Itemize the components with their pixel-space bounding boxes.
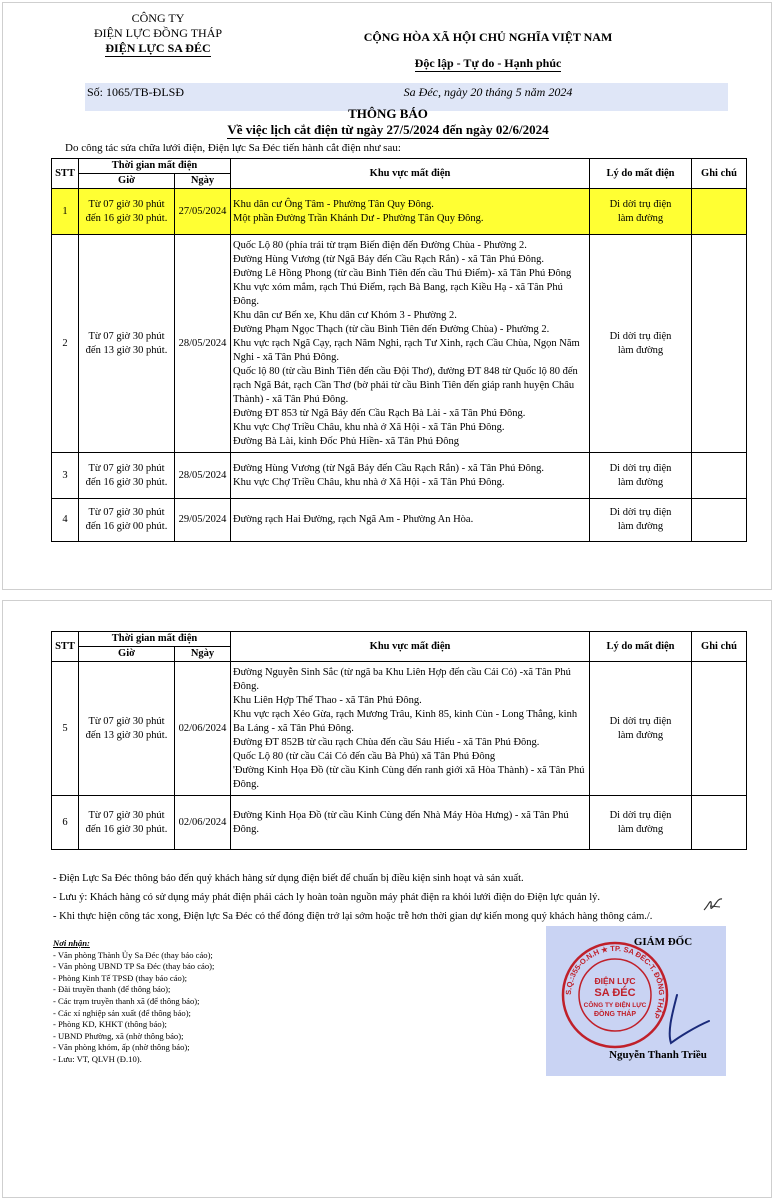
signer-role: GIÁM ĐỐC [633, 936, 693, 948]
motto: Độc lập - Tự do - Hạnh phúc [414, 56, 562, 70]
signer-name: Nguyễn Thanh Triều [609, 1049, 707, 1061]
note-line: - Lưu ý: Khách hàng có sử dụng máy phát điện phải cách ly hoàn toàn nguồn máy phát điện ra khỏi lưới điện do Điện lực quản lý. [53, 892, 601, 903]
page-two [2, 600, 772, 1198]
col-stt: STT [52, 159, 79, 189]
recipient-item: - Lưu: VT, QLVH (Đ.10). [53, 1053, 142, 1064]
recipient-item: - Văn phòng khóm, ấp (nhờ thông báo); [53, 1042, 190, 1053]
table-row: 6 Từ 07 giờ 30 phút đến 16 giờ 30 phút. 02/06/2024 Đường Kinh Họa Đồ (từ cầu Kinh Cùng đến Nhà Máy Hòa Hưng) - xã Tân Phú Đông. Di dời trụ điện làm đường [52, 796, 747, 850]
table-row: 2 Từ 07 giờ 30 phút đến 13 giờ 30 phút. 28/05/2024 Quốc Lộ 80 (phía trái từ trạm Biến điện đến Đường Chùa - Phường 2. Đường Hùng Vương (từ Ngã Bảy đến Cầu Rạch Rắn) - xã Tân Phú Đông. Đường Lê Hồng Phong (từ cầu Bình Tiên đến cầu Thú Điểm)- xã Tân Phú Đông Khu vực xóm mắm, rạch Thú Điểm, rạch Bà Bang, rạch Kiều Hạ - xã Tân Phú Đông. Khu dân cư Bến xe, Khu dân cư Khóm 3 - Phường 2. Đường Phạm Ngọc Thạch (từ cầu Bình Tiên đến Đường Chùa) - Phường 2. Khu vực rạch Ngã Cạy, rạch Năm Nghi, rạch Tư Xinh, rạch Cầu Chùa, Ngọn Năm Nghi - xã Tân Phú Đông. Quốc lộ 80 (từ cầu Bình Tiên đến cầu Đội Thơ), đường ĐT 848 từ Quốc lộ 80 đến rạch Ngã Bát, rạch Cần Thơ (bờ phải từ cầu Bình Tiên đến giáp ranh huyện Châu Thành) - xã Tân Phú Đông. Đường ĐT 853 từ Ngã Bảy đến Cầu Rạch Bà Lài - xã Tân Phú Đông. Khu vực Chợ Triều Châu, khu nhà ở Xã Hội - xã Tân Phú Đông. Đường Bà Lài, kinh Đốc Phủ Hiền- xã Tân Phú Đông Di dời trụ điện làm đường [52, 235, 747, 453]
table-header-row [52, 159, 747, 174]
notes-block [53, 869, 652, 926]
doc-subtitle: Về việc lịch cắt điện từ ngày 27/5/2024 đến ngày 02/6/2024 [227, 122, 549, 137]
table-row: 3 Từ 07 giờ 30 phút đến 16 giờ 30 phút. 28/05/2024 Đường Hùng Vương (từ Ngã Bảy đến Cầu Rạch Rắn) - xã Tân Phú Đông. Khu vực Chợ Triều Châu, khu nhà ở Xã Hội - xã Tân Phú Đông. Di dời trụ điện làm đường [52, 453, 747, 499]
col-time: Thời gian mất điện [79, 159, 231, 174]
recipient-item: - UBND Phường, xã (nhờ thông báo); [53, 1030, 184, 1041]
table-row: 4 Từ 07 giờ 30 phút đến 16 giờ 00 phút. 29/05/2024 Đường rạch Hai Đường, rạch Ngã Am - Phường An Hòa. Di dời trụ điện làm đường [52, 499, 747, 542]
recipient-item: - Các xí nghiệp sản xuất (để thông báo); [53, 1007, 191, 1018]
recipient-item: - Văn phòng UBND TP Sa Đéc (thay báo cáo); [53, 961, 215, 972]
place-date: Sa Đéc, ngày 20 tháng 5 năm 2024 [403, 85, 573, 99]
schedule-table-continued: STT Thời gian mất điện Khu vực mất điện Lý do mất điện Ghi chú Giờ Ngày 5 Từ 07 giờ 30 phút đến 13 giờ 30 phút. 02/06/2024 Đường Nguyễn Sinh Sắc (từ ngã ba Khu Liên Hợp đến cầu Cái Cỏ) -xã Tân Phú Đông. Khu Liên Hợp Thể Thao - xã Tân Phú Đông. Khu vực rạch Xẻo Gừa, rạch Mương Trâu, Kinh 85, kinh Cùn - Long Thắng, kinh Ba Láng - xã Tân Phú Đông. Đường ĐT 852B từ cầu rạch Chùa đến cầu Sáu Hiếu - xã Tân Phú Đông. Quốc Lộ 80 (từ cầu Cái Cỏ đến cầu Bà Phủ) xã Tân Phú Đông 'Đường Kinh Họa Đồ (từ cầu Kinh Cùng đến ranh giới xã Hòa Thành) - xã Tân Phú Đông. Di dời trụ điện làm đường 6 Từ 07 giờ 30 phút đến 16 giờ 30 phút. 02/06/2024 Đường Kinh Họa Đồ (từ cầu Kinh Cùng đến Nhà Máy Hòa Hưng) - xã Tân Phú Đông. Di dời trụ điện làm đường [51, 631, 747, 850]
page-one [2, 2, 772, 590]
col-day: Ngày [175, 174, 231, 189]
doc-number: Số: 1065/TB-ĐLSĐ [87, 85, 185, 99]
table-row: 1 Từ 07 giờ 30 phút đến 16 giờ 30 phút. 27/05/2024 Khu dân cư Ông Tâm - Phường Tân Quy Đông. Một phần Đường Trần Khánh Dư - Phường Tân Quy Đông. Di dời trụ điện làm đường [52, 189, 747, 235]
recipient-item: - Văn phòng Thành Ủy Sa Đéc (thay báo cáo); [53, 949, 213, 960]
issuer-block [63, 11, 253, 56]
table-row: 5 Từ 07 giờ 30 phút đến 13 giờ 30 phút. 02/06/2024 Đường Nguyễn Sinh Sắc (từ ngã ba Khu Liên Hợp đến cầu Cái Cỏ) -xã Tân Phú Đông. Khu Liên Hợp Thể Thao - xã Tân Phú Đông. Khu vực rạch Xẻo Gừa, rạch Mương Trâu, Kinh 85, kinh Cùn - Long Thắng, kinh Ba Láng - xã Tân Phú Đông. Đường ĐT 852B từ cầu rạch Chùa đến cầu Sáu Hiếu - xã Tân Phú Đông. Quốc Lộ 80 (từ cầu Cái Cỏ đến cầu Bà Phủ) xã Tân Phú Đông 'Đường Kinh Họa Đồ (từ cầu Kinh Cùng đến ranh giới xã Hòa Thành) - xã Tân Phú Đông. Di dời trụ điện làm đường [52, 662, 747, 796]
svg-text:ĐỒNG THÁP: ĐỒNG THÁP [594, 1011, 636, 1018]
country-name: CỘNG HÒA XÃ HỘI CHỦ NGHĨA VIỆT NAM [363, 30, 613, 44]
recipient-item: - Phòng Kinh Tế TPSĐ (thay báo cáo); [53, 972, 188, 983]
national-heading [333, 29, 643, 71]
recipient-item: - Đài truyền thanh (để thông báo); [53, 984, 171, 995]
intro-text: Do công tác sửa chữa lưới điện, Điện lực Sa Đéc tiến hành cắt điện như sau: [65, 142, 401, 154]
initials-mark-icon [701, 894, 725, 916]
issuer-unit: ĐIỆN LỰC SA ĐÉC [105, 41, 211, 55]
svg-text:CÔNG TY ĐIỆN LỰC: CÔNG TY ĐIỆN LỰC [583, 1002, 647, 1009]
doc-title: THÔNG BÁO [348, 106, 428, 121]
col-area: Khu vực mất điện [231, 159, 590, 189]
svg-text:ĐIỆN LỰC: ĐIỆN LỰC [594, 976, 636, 986]
col-reason: Lý do mất điện [590, 159, 692, 189]
svg-text:S.Q.:355-O.N.H ★ TP. SA ĐÉC-T.: S.Q.:355-O.N.H ★ TP. SA ĐÉC-T. ĐỒNG THÁP [563, 943, 667, 1020]
col-note: Ghi chú [692, 159, 747, 189]
recipients-block [53, 938, 214, 1066]
schedule-table [51, 158, 747, 542]
recipients-title: Nơi nhận: [53, 938, 90, 948]
recipient-item: - Phòng KD, KHKT (thông báo); [53, 1019, 167, 1030]
svg-text:SA ĐÉC: SA ĐÉC [594, 987, 636, 999]
note-line: - Điện Lực Sa Đéc thông báo đến quý khách hàng sử dụng điện biết để chuẩn bị điều kiện sinh hoạt và sản xuất. [53, 873, 524, 884]
table-header-row: STT Thời gian mất điện Khu vực mất điện Lý do mất điện Ghi chú [52, 632, 747, 647]
handwritten-signature-icon [653, 991, 713, 1051]
recipient-item: - Các trạm truyền thanh xã (để thông báo); [53, 995, 200, 1006]
note-line: - Khi thực hiện công tác xong, Điện lực Sa Đéc có thể đóng điện trở lại sớm hoặc trễ hơn thời gian dự kiến mong quý khách hàng thông cảm./. [53, 911, 653, 922]
issuer-parent: ĐIỆN LỰC ĐỒNG THÁP [93, 26, 223, 40]
col-hour: Giờ [79, 174, 175, 189]
issuer-company: CÔNG TY [131, 11, 185, 25]
